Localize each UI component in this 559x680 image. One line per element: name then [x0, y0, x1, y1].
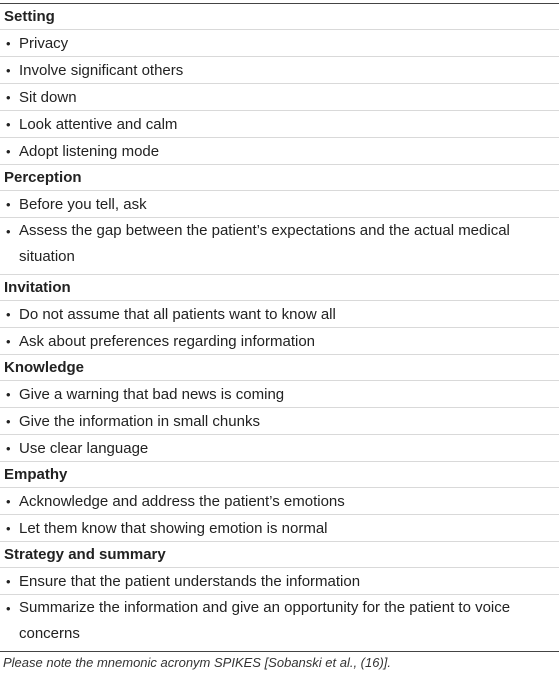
list-item: • Acknowledge and address the patient’s emotions	[0, 488, 559, 515]
section-header-perception: Perception	[0, 165, 559, 191]
section-header-strategy-and-summary: Strategy and summary	[0, 542, 559, 568]
bullet-icon: •	[6, 414, 11, 429]
bullet-icon: •	[6, 197, 11, 212]
bullet-icon: •	[6, 387, 11, 402]
bullet-icon: •	[6, 441, 11, 456]
list-item: • Ensure that the patient understands the information	[0, 568, 559, 595]
bullet-icon: •	[6, 334, 11, 349]
list-item: • Privacy	[0, 30, 559, 57]
list-item: • Use clear language	[0, 435, 559, 462]
table-bottom-rule	[0, 651, 559, 652]
list-item: • Assess the gap between the patient’s expectations and the actual medical situation	[0, 218, 559, 275]
bullet-icon: •	[6, 494, 11, 509]
bullet-icon: •	[6, 63, 11, 78]
bullet-icon: •	[6, 307, 11, 322]
bullet-icon: •	[6, 117, 11, 132]
list-item: • Ask about preferences regarding information	[0, 328, 559, 355]
bullet-icon: •	[6, 574, 11, 589]
list-item: • Involve significant others	[0, 57, 559, 84]
list-item: • Summarize the information and give an opportunity for the patient to voice concerns	[0, 595, 559, 651]
table-footnote: Please note the mnemonic acronym SPIKES [Sobanski et al., (16)].	[3, 655, 392, 670]
bullet-icon: •	[6, 144, 11, 159]
list-item: • Give a warning that bad news is coming	[0, 381, 559, 408]
bullet-icon: •	[6, 521, 11, 536]
section-header-knowledge: Knowledge	[0, 355, 559, 381]
bullet-icon: •	[6, 36, 11, 51]
list-item: • Let them know that showing emotion is normal	[0, 515, 559, 542]
list-item: • Adopt listening mode	[0, 138, 559, 165]
bullet-icon: •	[6, 601, 11, 616]
list-item: • Do not assume that all patients want to know all	[0, 301, 559, 328]
bullet-icon: •	[6, 224, 11, 239]
list-item: • Before you tell, ask	[0, 191, 559, 218]
list-item: • Look attentive and calm	[0, 111, 559, 138]
section-header-empathy: Empathy	[0, 462, 559, 488]
section-header-setting: Setting	[0, 4, 559, 30]
list-item: • Give the information in small chunks	[0, 408, 559, 435]
bullet-icon: •	[6, 90, 11, 105]
section-header-invitation: Invitation	[0, 275, 559, 301]
list-item: • Sit down	[0, 84, 559, 111]
